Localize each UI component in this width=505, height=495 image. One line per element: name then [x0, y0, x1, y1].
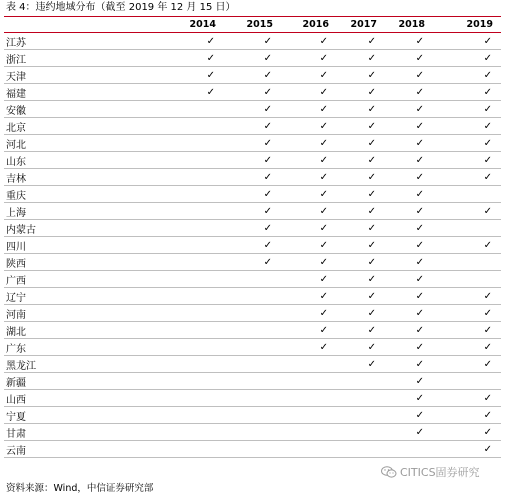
- check-cell: [281, 407, 337, 424]
- check-cell: [224, 271, 281, 288]
- check-cell: [224, 288, 281, 305]
- check-cell: ✓: [385, 203, 433, 220]
- table-row: [4, 152, 501, 169]
- check-cell: [164, 186, 224, 203]
- table-row: [4, 271, 501, 288]
- check-cell: [337, 441, 385, 458]
- table-row: [4, 135, 501, 152]
- check-cell: ✓: [385, 356, 433, 373]
- check-cell: [164, 152, 224, 169]
- check-cell: ✓: [224, 152, 281, 169]
- province-cell: 辽宁: [4, 288, 164, 305]
- check-cell: ✓: [281, 152, 337, 169]
- check-cell: ✓: [281, 169, 337, 186]
- check-cell: [281, 356, 337, 373]
- check-cell: [164, 220, 224, 237]
- table-title: 表 4：违约地域分布（截至 2019 年 12 月 15 日）: [6, 2, 236, 13]
- check-cell: [337, 373, 385, 390]
- check-cell: ✓: [385, 50, 433, 67]
- check-cell: ✓: [433, 390, 501, 407]
- check-cell: ✓: [385, 237, 433, 254]
- check-cell: ✓: [433, 84, 501, 101]
- source-note: 资料来源：Wind，中信证券研究部: [6, 483, 154, 494]
- table-row: [4, 407, 501, 424]
- table-row: [4, 186, 501, 203]
- check-cell: ✓: [385, 67, 433, 84]
- header-row: [4, 17, 501, 33]
- province-cell: 云南: [4, 441, 164, 458]
- check-cell: [433, 220, 501, 237]
- check-cell: ✓: [337, 33, 385, 50]
- check-cell: ✓: [164, 67, 224, 84]
- province-cell: 重庆: [4, 186, 164, 203]
- check-cell: ✓: [281, 135, 337, 152]
- province-cell: 广东: [4, 339, 164, 356]
- check-cell: ✓: [224, 169, 281, 186]
- check-cell: ✓: [224, 254, 281, 271]
- check-cell: ✓: [433, 152, 501, 169]
- check-cell: ✓: [281, 118, 337, 135]
- check-cell: ✓: [281, 339, 337, 356]
- check-cell: ✓: [224, 135, 281, 152]
- check-cell: ✓: [385, 271, 433, 288]
- province-cell: 广西: [4, 271, 164, 288]
- check-cell: ✓: [433, 237, 501, 254]
- check-cell: ✓: [385, 84, 433, 101]
- check-cell: ✓: [385, 254, 433, 271]
- table-row: [4, 84, 501, 101]
- check-cell: [433, 373, 501, 390]
- header-year: 2016: [281, 17, 337, 33]
- check-cell: ✓: [281, 237, 337, 254]
- province-cell: 江苏: [4, 33, 164, 50]
- check-cell: [224, 390, 281, 407]
- check-cell: ✓: [385, 33, 433, 50]
- check-cell: [164, 101, 224, 118]
- table-row: [4, 237, 501, 254]
- table-row: [4, 390, 501, 407]
- province-cell: 山东: [4, 152, 164, 169]
- check-cell: ✓: [433, 441, 501, 458]
- check-cell: [164, 271, 224, 288]
- check-cell: ✓: [337, 67, 385, 84]
- check-cell: [164, 322, 224, 339]
- check-cell: [164, 441, 224, 458]
- province-cell: 黑龙江: [4, 356, 164, 373]
- check-cell: ✓: [224, 186, 281, 203]
- check-cell: [164, 390, 224, 407]
- check-cell: [224, 339, 281, 356]
- check-cell: ✓: [337, 84, 385, 101]
- check-cell: [281, 441, 337, 458]
- check-cell: ✓: [433, 50, 501, 67]
- check-cell: ✓: [337, 203, 385, 220]
- check-cell: ✓: [433, 67, 501, 84]
- check-cell: [164, 424, 224, 441]
- check-cell: ✓: [164, 33, 224, 50]
- header-year: 2019: [433, 17, 501, 33]
- check-cell: ✓: [385, 424, 433, 441]
- default-region-table: [4, 17, 501, 458]
- table-row: [4, 441, 501, 458]
- check-cell: [224, 322, 281, 339]
- check-cell: ✓: [385, 152, 433, 169]
- check-cell: ✓: [433, 322, 501, 339]
- province-cell: 安徽: [4, 101, 164, 118]
- check-cell: ✓: [164, 84, 224, 101]
- check-cell: [164, 373, 224, 390]
- check-cell: ✓: [337, 118, 385, 135]
- check-cell: ✓: [433, 424, 501, 441]
- check-cell: ✓: [433, 356, 501, 373]
- check-cell: ✓: [337, 271, 385, 288]
- check-cell: ✓: [224, 118, 281, 135]
- check-cell: ✓: [385, 220, 433, 237]
- check-cell: [224, 441, 281, 458]
- check-cell: ✓: [337, 186, 385, 203]
- province-cell: 天津: [4, 67, 164, 84]
- check-cell: ✓: [385, 288, 433, 305]
- table-row: [4, 203, 501, 220]
- check-cell: ✓: [281, 271, 337, 288]
- check-cell: ✓: [281, 305, 337, 322]
- check-cell: [164, 254, 224, 271]
- province-cell: 山西: [4, 390, 164, 407]
- table-row: [4, 50, 501, 67]
- check-cell: [224, 424, 281, 441]
- watermark: [381, 464, 480, 480]
- check-cell: [164, 356, 224, 373]
- check-cell: ✓: [281, 186, 337, 203]
- check-cell: ✓: [337, 50, 385, 67]
- check-cell: ✓: [385, 390, 433, 407]
- table-row: [4, 356, 501, 373]
- check-cell: ✓: [224, 33, 281, 50]
- check-cell: [164, 118, 224, 135]
- table-row: [4, 118, 501, 135]
- table-row: [4, 339, 501, 356]
- check-cell: ✓: [224, 220, 281, 237]
- check-cell: [385, 441, 433, 458]
- check-cell: ✓: [433, 203, 501, 220]
- table-row: [4, 305, 501, 322]
- check-cell: [164, 407, 224, 424]
- province-cell: 北京: [4, 118, 164, 135]
- check-cell: ✓: [224, 67, 281, 84]
- check-cell: ✓: [385, 373, 433, 390]
- check-cell: ✓: [433, 407, 501, 424]
- check-cell: ✓: [433, 118, 501, 135]
- table-row: [4, 254, 501, 271]
- table-row: [4, 67, 501, 84]
- check-cell: ✓: [224, 237, 281, 254]
- table-row: [4, 220, 501, 237]
- check-cell: [337, 407, 385, 424]
- check-cell: ✓: [337, 288, 385, 305]
- check-cell: [164, 288, 224, 305]
- check-cell: ✓: [281, 50, 337, 67]
- check-cell: [164, 339, 224, 356]
- check-cell: ✓: [281, 322, 337, 339]
- check-cell: [164, 135, 224, 152]
- check-cell: [164, 169, 224, 186]
- province-cell: 上海: [4, 203, 164, 220]
- check-cell: ✓: [337, 152, 385, 169]
- check-cell: [164, 305, 224, 322]
- check-cell: ✓: [281, 33, 337, 50]
- check-cell: ✓: [433, 305, 501, 322]
- check-cell: ✓: [385, 186, 433, 203]
- table-row: [4, 424, 501, 441]
- check-cell: [224, 373, 281, 390]
- check-cell: [433, 254, 501, 271]
- check-cell: ✓: [337, 254, 385, 271]
- check-cell: ✓: [337, 305, 385, 322]
- check-cell: ✓: [224, 50, 281, 67]
- check-cell: [164, 237, 224, 254]
- check-cell: ✓: [385, 169, 433, 186]
- header-year: 2017: [337, 17, 385, 33]
- check-cell: ✓: [337, 135, 385, 152]
- province-cell: 湖北: [4, 322, 164, 339]
- check-cell: [337, 424, 385, 441]
- header-province: [4, 17, 164, 33]
- header-year: 2014: [164, 17, 224, 33]
- table-row: [4, 33, 501, 50]
- check-cell: ✓: [281, 220, 337, 237]
- province-cell: 新疆: [4, 373, 164, 390]
- check-cell: ✓: [281, 254, 337, 271]
- check-cell: ✓: [281, 67, 337, 84]
- check-cell: ✓: [337, 237, 385, 254]
- check-cell: ✓: [433, 169, 501, 186]
- check-cell: ✓: [385, 101, 433, 118]
- check-cell: ✓: [385, 339, 433, 356]
- check-cell: ✓: [164, 50, 224, 67]
- province-cell: 甘肃: [4, 424, 164, 441]
- check-cell: ✓: [385, 407, 433, 424]
- check-cell: [281, 390, 337, 407]
- province-cell: 河南: [4, 305, 164, 322]
- province-cell: 陕西: [4, 254, 164, 271]
- table-row: [4, 101, 501, 118]
- province-cell: 福建: [4, 84, 164, 101]
- check-cell: ✓: [224, 84, 281, 101]
- province-cell: 吉林: [4, 169, 164, 186]
- check-cell: ✓: [433, 101, 501, 118]
- check-cell: [224, 305, 281, 322]
- check-cell: [337, 390, 385, 407]
- header-year: 2015: [224, 17, 281, 33]
- province-cell: 内蒙古: [4, 220, 164, 237]
- check-cell: [224, 356, 281, 373]
- province-cell: 宁夏: [4, 407, 164, 424]
- wechat-icon: [381, 466, 397, 478]
- header-year: 2018: [385, 17, 433, 33]
- watermark-text: CITICS固券研究: [400, 466, 480, 479]
- table-row: [4, 322, 501, 339]
- check-cell: ✓: [337, 220, 385, 237]
- check-cell: [164, 203, 224, 220]
- table-row: [4, 288, 501, 305]
- check-cell: ✓: [281, 203, 337, 220]
- check-cell: ✓: [337, 339, 385, 356]
- check-cell: [281, 373, 337, 390]
- table-row: [4, 169, 501, 186]
- check-cell: ✓: [385, 135, 433, 152]
- check-cell: [281, 424, 337, 441]
- check-cell: ✓: [337, 101, 385, 118]
- check-cell: [433, 271, 501, 288]
- province-cell: 河北: [4, 135, 164, 152]
- check-cell: ✓: [281, 84, 337, 101]
- check-cell: ✓: [385, 322, 433, 339]
- check-cell: ✓: [224, 101, 281, 118]
- check-cell: ✓: [433, 135, 501, 152]
- check-cell: ✓: [385, 305, 433, 322]
- check-cell: [224, 407, 281, 424]
- check-cell: ✓: [281, 101, 337, 118]
- province-cell: 四川: [4, 237, 164, 254]
- check-cell: ✓: [433, 339, 501, 356]
- check-cell: ✓: [281, 288, 337, 305]
- check-cell: ✓: [337, 169, 385, 186]
- check-cell: ✓: [224, 203, 281, 220]
- check-cell: ✓: [433, 33, 501, 50]
- province-cell: 浙江: [4, 50, 164, 67]
- check-cell: ✓: [337, 356, 385, 373]
- check-cell: ✓: [385, 118, 433, 135]
- check-cell: ✓: [433, 288, 501, 305]
- check-cell: [433, 186, 501, 203]
- table-row: [4, 373, 501, 390]
- check-cell: ✓: [337, 322, 385, 339]
